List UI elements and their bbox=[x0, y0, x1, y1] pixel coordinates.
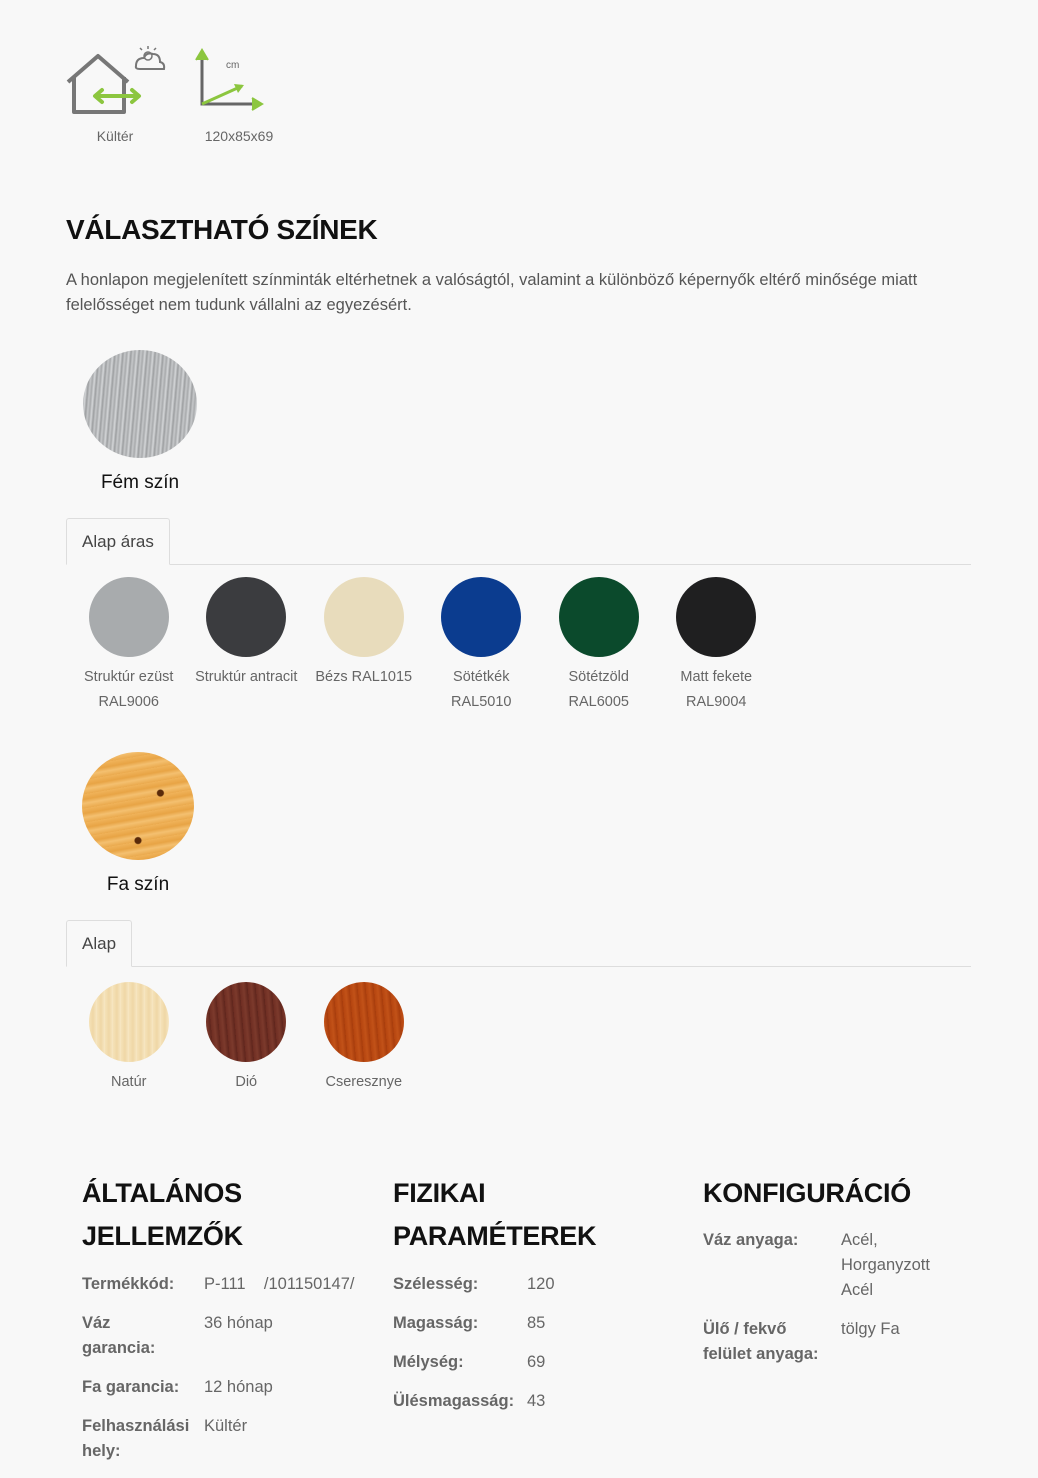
swatch-matt-fekete[interactable] bbox=[658, 577, 776, 715]
wood-tabbar bbox=[66, 919, 971, 967]
swatch-struktur-antracit[interactable] bbox=[188, 577, 306, 715]
metal-group-header bbox=[65, 350, 215, 494]
spec-general bbox=[82, 1172, 382, 1464]
swatch-label: Dió bbox=[235, 1074, 258, 1090]
metal-swatches bbox=[70, 577, 775, 715]
dimensions-unit: cm bbox=[226, 60, 240, 71]
feature-dimensions bbox=[182, 44, 288, 144]
spec-general-title: ÁLTALÁNOS JELLEMZŐK bbox=[82, 1178, 243, 1251]
feature-outdoor bbox=[62, 44, 168, 144]
feature-dimensions-label: 120x85x69 bbox=[204, 128, 274, 144]
swatch-natur[interactable] bbox=[70, 982, 188, 1095]
swatch-circle[interactable] bbox=[89, 982, 169, 1062]
wood-group-name: Fa szín bbox=[106, 874, 170, 895]
spec-row: Felhasználási hely: Kültér bbox=[82, 1417, 248, 1460]
spec-row: Váz anyaga: Acél, Horganyzott Acél bbox=[703, 1231, 930, 1299]
wood-group-header bbox=[63, 752, 213, 896]
swatch-label: Struktúr antracit bbox=[195, 669, 298, 685]
swatch-label: Struktúr ezüst RAL9006 bbox=[84, 669, 174, 710]
swatch-circle[interactable] bbox=[324, 577, 404, 657]
swatch-circle[interactable] bbox=[206, 982, 286, 1062]
color-disclaimer: A honlapon megjelenített színminták eltérhetnek a valóságtól, valamint a különböző képernyők eltérő minősége miatt felelősséget nem tudunk vállalni az egyezésért. bbox=[66, 271, 918, 314]
swatch-label: Matt fekete RAL9004 bbox=[680, 669, 753, 710]
wood-swatches bbox=[70, 982, 423, 1095]
swatch-circle[interactable] bbox=[559, 577, 639, 657]
swatch-label: Sötétkék RAL5010 bbox=[451, 669, 512, 710]
spec-physical bbox=[393, 1172, 683, 1414]
spec-row: Szélesség: 120 bbox=[393, 1275, 555, 1293]
spec-physical-title: FIZIKAI PARAMÉTEREK bbox=[393, 1178, 597, 1251]
spec-config-title: KONFIGURÁCIÓ bbox=[703, 1178, 911, 1208]
swatch-circle[interactable] bbox=[89, 577, 169, 657]
swatch-bezs[interactable] bbox=[305, 577, 423, 715]
swatch-label: Natúr bbox=[111, 1074, 147, 1090]
spec-row: Termékkód: P-111 /101150147/ bbox=[82, 1275, 355, 1293]
wood-sample-image bbox=[82, 752, 194, 860]
dimensions-icon bbox=[182, 44, 288, 118]
swatch-label: Bézs RAL1015 bbox=[315, 669, 413, 685]
swatch-circle[interactable] bbox=[324, 982, 404, 1062]
metal-sample-image bbox=[83, 350, 197, 458]
spec-row: Fa garancia: 12 hónap bbox=[82, 1378, 273, 1396]
swatch-circle[interactable] bbox=[441, 577, 521, 657]
swatch-cseresznye[interactable] bbox=[305, 982, 423, 1095]
swatch-label: Sötétzöld RAL6005 bbox=[568, 669, 629, 710]
metal-tabbar bbox=[66, 517, 971, 565]
swatch-circle[interactable] bbox=[676, 577, 756, 657]
spec-config bbox=[703, 1172, 973, 1367]
swatch-label: Cseresznye bbox=[325, 1074, 403, 1090]
tab-alap[interactable]: Alap bbox=[66, 920, 132, 967]
spec-row: Ülésmagasság: 43 bbox=[393, 1392, 546, 1410]
spec-row: Váz garancia: 36 hónap bbox=[82, 1314, 273, 1357]
tab-alap-aras[interactable]: Alap áras bbox=[66, 518, 170, 565]
swatch-circle[interactable] bbox=[206, 577, 286, 657]
spec-row: Mélység: 69 bbox=[393, 1353, 546, 1371]
feature-icons bbox=[62, 44, 288, 144]
outdoor-house-icon bbox=[62, 44, 168, 118]
swatch-struktur-ezust[interactable] bbox=[70, 577, 188, 715]
spec-row: Ülő / fekvő felület anyaga: tölgy Fa bbox=[703, 1320, 900, 1363]
spec-row: Magasság: 85 bbox=[393, 1314, 546, 1332]
feature-outdoor-label: Kültér bbox=[96, 128, 134, 144]
metal-group-name: Fém szín bbox=[100, 472, 180, 493]
section-title: VÁLASZTHATÓ SZÍNEK bbox=[66, 214, 378, 245]
swatch-dio[interactable] bbox=[188, 982, 306, 1095]
swatch-sotetkek[interactable] bbox=[423, 577, 541, 715]
swatch-sotetzold[interactable] bbox=[540, 577, 658, 715]
